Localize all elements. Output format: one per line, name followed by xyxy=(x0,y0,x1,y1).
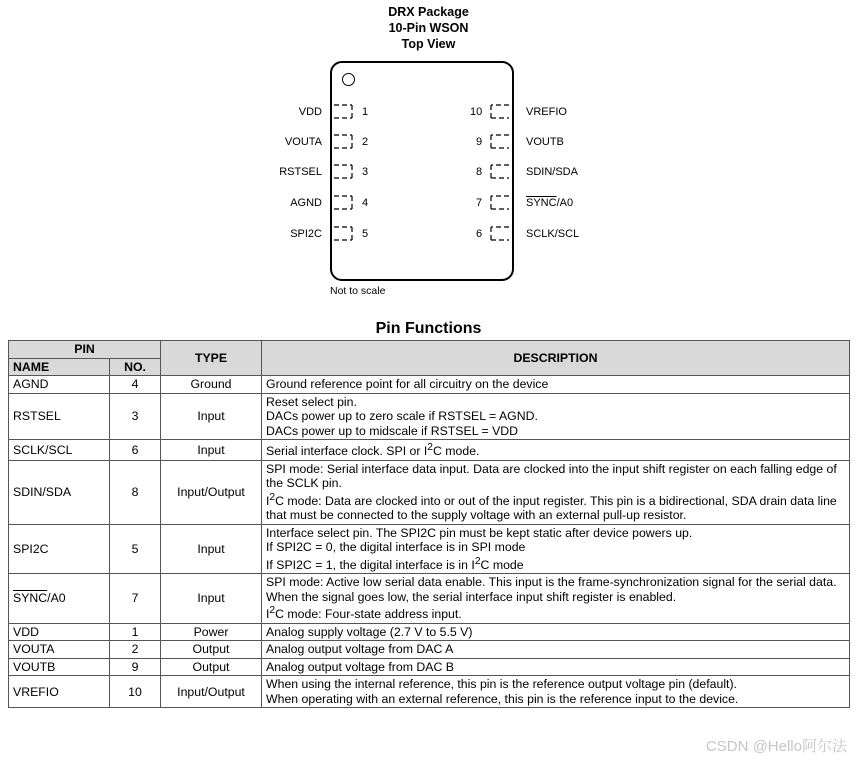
pin-number-3: 3 xyxy=(362,166,369,178)
cell-name xyxy=(9,574,110,624)
pin-number-5: 5 xyxy=(362,228,369,240)
pin-functions-table xyxy=(8,340,850,708)
pin-number-10: 10 xyxy=(470,106,483,118)
superscript: 2 xyxy=(269,605,276,617)
table-row xyxy=(9,460,850,524)
package-type: 10-Pin WSON xyxy=(388,21,469,35)
pin-label-spi2c: SPI2C xyxy=(290,228,322,240)
pad-right-9 xyxy=(490,134,510,149)
cell-description xyxy=(262,440,850,461)
desc-line: DACs power up to zero scale if RSTSEL = AGND. xyxy=(266,409,538,423)
desc-line: When operating with an external reference, this pin is the reference input to the device. xyxy=(266,691,739,706)
cell-description xyxy=(262,574,850,624)
superscript: 2 xyxy=(474,555,481,567)
pin-label-voutb: VOUTB xyxy=(526,136,564,148)
chip-outline xyxy=(330,61,514,281)
cell-name: SDIN/SDA xyxy=(9,460,110,524)
desc-text: If SPI2C = 1, the digital interface is in I xyxy=(266,557,475,572)
desc-line: When using the internal reference, this pin is the reference output voltage pin (default). xyxy=(266,677,737,692)
pin-label-vdd: VDD xyxy=(298,106,322,118)
pad-left-5 xyxy=(333,226,353,241)
table-row xyxy=(9,524,850,574)
desc-line: Analog output voltage from DAC B xyxy=(266,659,454,674)
cell-no: 6 xyxy=(110,440,161,461)
cell-no: 2 xyxy=(110,641,161,659)
cell-description xyxy=(262,460,850,524)
cell-name: RSTSEL xyxy=(9,393,110,440)
cell-no: 1 xyxy=(110,623,161,641)
superscript: 2 xyxy=(427,442,433,453)
pin1-indicator xyxy=(342,73,355,86)
desc-text: Serial interface clock. SPI or I xyxy=(266,444,428,459)
package-view: Top View xyxy=(401,37,456,51)
pin-label-sclk-scl: SCLK/SCL xyxy=(526,228,580,240)
pin-number-1: 1 xyxy=(362,106,369,118)
pin-number-2: 2 xyxy=(362,136,369,148)
desc-line: SPI mode: Serial interface data input. Data are clocked into the input shift register on each falling edge of the SCLK pin. xyxy=(266,461,837,491)
pin-number-7: 7 xyxy=(476,197,483,209)
cell-description xyxy=(262,376,850,394)
desc-line: Interface select pin. The SPI2C pin must be kept static after device powers up. xyxy=(266,525,693,540)
desc-line: If SPI2C = 0, the digital interface is in SPI mode xyxy=(266,540,526,555)
header-type: TYPE xyxy=(161,341,262,376)
header-name: NAME xyxy=(9,358,110,376)
pad-right-6 xyxy=(490,226,510,241)
pin-label-vouta: VOUTA xyxy=(284,136,322,148)
pad-right-7 xyxy=(490,195,510,210)
pad-right-8 xyxy=(490,164,510,179)
pin-label-vrefio: VREFIO xyxy=(526,106,567,118)
cell-type: Input xyxy=(161,393,262,440)
cell-name: VREFIO xyxy=(9,676,110,708)
header-pin: PIN xyxy=(9,341,161,359)
table-row xyxy=(9,623,850,641)
cell-no: 9 xyxy=(110,658,161,676)
superscript: 2 xyxy=(269,491,276,503)
package-name: DRX Package xyxy=(388,5,469,19)
cell-description xyxy=(262,623,850,641)
pin-label-agnd: AGND xyxy=(290,197,322,209)
cell-no: 4 xyxy=(110,376,161,394)
table-row xyxy=(9,376,850,394)
cell-name: VOUTB xyxy=(9,658,110,676)
table-row xyxy=(9,393,850,440)
table-row xyxy=(9,574,850,624)
watermark: CSDN @Hello阿尔法 xyxy=(705,738,847,755)
cell-type: Input xyxy=(161,574,262,624)
desc-text: I xyxy=(266,493,270,508)
desc-line: Reset select pin. xyxy=(266,394,357,409)
desc-line: Ground reference point for all circuitry on the device xyxy=(266,377,549,391)
cell-type: Input xyxy=(161,440,262,461)
cell-no: 10 xyxy=(110,676,161,708)
desc-text: C mode. xyxy=(433,444,480,459)
cell-type: Output xyxy=(161,641,262,659)
package-title xyxy=(0,4,857,52)
desc-line: DACs power up to midscale if RSTSEL = VDD xyxy=(266,423,519,438)
pin-number-4: 4 xyxy=(362,197,369,209)
cell-type: Input/Output xyxy=(161,460,262,524)
desc-text: C mode: Four-state address input. xyxy=(275,607,462,622)
cell-name: SCLK/SCL xyxy=(9,440,110,461)
pin-number-6: 6 xyxy=(476,228,483,240)
cell-name: VDD xyxy=(9,623,110,641)
header-no: NO. xyxy=(110,358,161,376)
desc-line: Analog supply voltage (2.7 V to 5.5 V) xyxy=(266,624,473,639)
cell-type: Output xyxy=(161,658,262,676)
cell-no: 3 xyxy=(110,393,161,440)
sync-overline-text: SYNC xyxy=(526,197,557,209)
pad-left-3 xyxy=(333,164,353,179)
cell-description xyxy=(262,658,850,676)
a0-text: /A0 xyxy=(556,197,574,209)
pin-number-8: 8 xyxy=(476,166,483,178)
scale-note: Not to scale xyxy=(330,285,386,297)
pad-left-1 xyxy=(333,104,353,119)
pad-right-10 xyxy=(490,104,510,119)
pin-number-9: 9 xyxy=(476,136,483,148)
desc-line xyxy=(266,604,845,622)
pin-label-sdin-sda: SDIN/SDA xyxy=(526,166,578,178)
cell-name: AGND xyxy=(9,376,110,394)
table-row xyxy=(9,641,850,659)
table-row xyxy=(9,440,850,461)
cell-type: Ground xyxy=(161,376,262,394)
cell-type: Input/Output xyxy=(161,676,262,708)
desc-line: Analog output voltage from DAC A xyxy=(266,642,454,657)
cell-description xyxy=(262,676,850,708)
cell-description xyxy=(262,641,850,659)
cell-type: Power xyxy=(161,623,262,641)
cell-no: 8 xyxy=(110,460,161,524)
pin-label-rstsel: RSTSEL xyxy=(279,166,322,178)
header-description: DESCRIPTION xyxy=(262,341,850,376)
cell-description xyxy=(262,524,850,574)
desc-line: SPI mode: Active low serial data enable. This input is the frame-synchronization signal for the serial data. When the signal goes low, the serial interface input shift register is enabled. xyxy=(266,575,837,604)
desc-line xyxy=(266,555,845,573)
table-row xyxy=(9,676,850,708)
desc-text: I xyxy=(266,607,270,622)
cell-description xyxy=(262,393,850,440)
pad-left-2 xyxy=(333,134,353,149)
cell-type: Input xyxy=(161,524,262,574)
sync-overline-text: SYNC xyxy=(13,591,48,606)
desc-line xyxy=(266,491,845,523)
desc-text: C mode xyxy=(480,557,524,572)
cell-no: 7 xyxy=(110,574,161,624)
cell-name: SPI2C xyxy=(9,524,110,574)
pad-left-4 xyxy=(333,195,353,210)
desc-text: C mode: Data are clocked into or out of the input register. This pin is a bidirectional, SDA drain data line that must be connected to the supply voltage with an external pull-up resistor. xyxy=(266,493,837,523)
pin-functions-title: Pin Functions xyxy=(375,320,482,337)
pin-label-sync-a0 xyxy=(526,196,573,210)
table-row xyxy=(9,658,850,676)
a0-text: /A0 xyxy=(47,591,66,606)
cell-no: 5 xyxy=(110,524,161,574)
cell-name: VOUTA xyxy=(9,641,110,659)
